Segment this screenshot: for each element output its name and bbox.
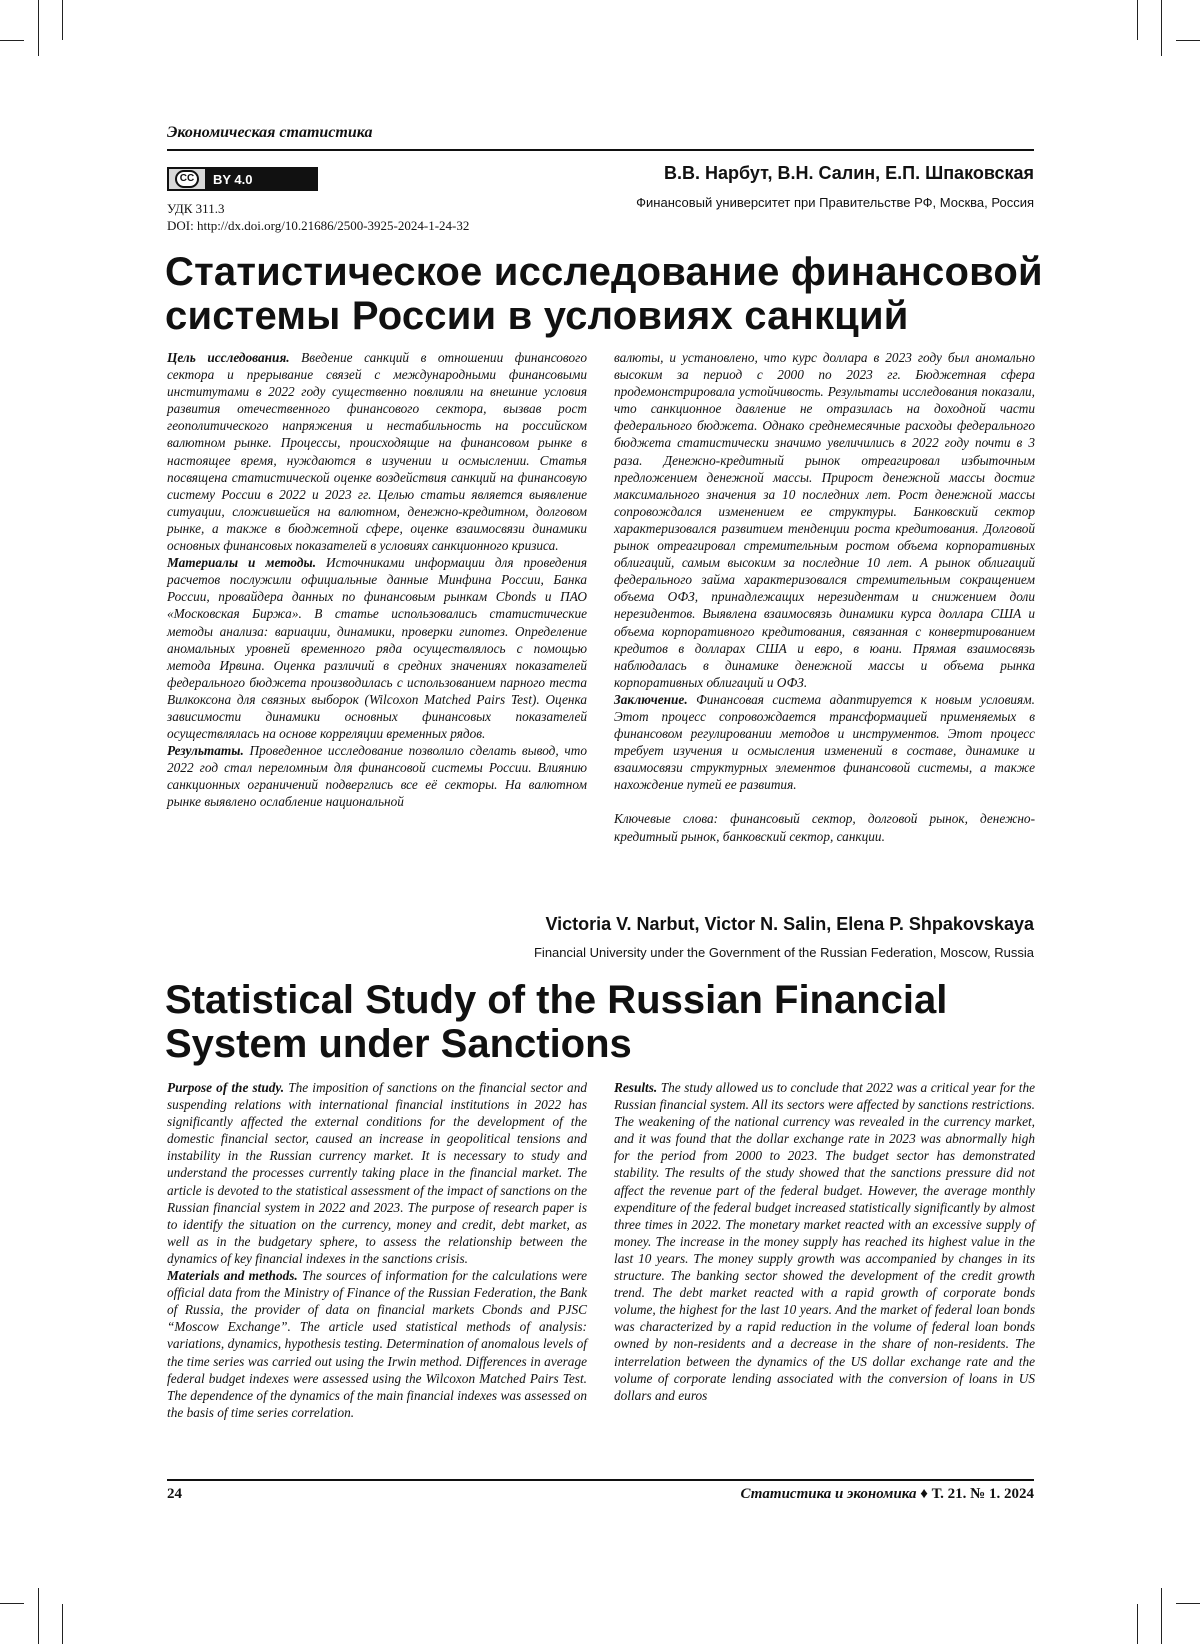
- cc-license-badge[interactable]: [167, 167, 318, 191]
- crop-mark: [1176, 1603, 1200, 1604]
- authors-en: Victoria V. Narbut, Victor N. Salin, Elena P. Shpakovskaya: [545, 914, 1034, 934]
- purpose-label-en: Purpose of the study.: [167, 1080, 285, 1095]
- methods-text-en: The sources of information for the calculations were official data from the Ministry of Finance of the Russian Federation, the Bank of Russia, the provider of data on financial markets Cbonds and PJSC “Moscow Exchange”. The article used statistical methods of analysis: variations, dynamics, hypothesis testing. Determination of anomalous levels of the time series was carried out using the Irwin method. Differences in average federal budget indexes were assessed using the Wilcoxon Matched Pairs Test. The dependence of the dynamics of the main financial indexes was assessed on the basis of time series correlation.: [167, 1268, 587, 1420]
- authors-ru: В.В. Нарбут, В.Н. Салин, Е.П. Шпаковская: [663, 163, 1034, 183]
- keywords-ru: Ключевые слова: финансовый сектор, долговой рынок, денежно-кредитный рынок, банковский сектор, санкции.: [614, 811, 1035, 844]
- title-en-line: System under Sanctions: [165, 1022, 632, 1066]
- crop-mark: [1176, 40, 1200, 41]
- results-text-ru: Проведенное исследование позволило сделать вывод, что 2022 год стал переломным для финансовой системы России. Влиянию санкционных ограничений подверглись все её секторы. На валютном рынке выявлено ослабление национальной: [167, 743, 587, 810]
- abstract-en-left: [167, 1079, 587, 1421]
- crop-mark: [0, 1603, 24, 1604]
- journal-name: Статистика и экономика: [740, 1486, 917, 1502]
- purpose-text-ru: Введение санкций в отношении финансового сектора и прерывание связей с международными финансовыми институтами в 2022 году существенно повлияли на внешние условия развития отечественного финансового сектора, вызвав рост геополитического напряжения и нестабильность на российском валютном рынке. Процессы, происходящие на финансовом рынке в настоящее время, нуждаются в изучении и осмыслении. Статья посвящена статистической оценке воздействия санкций на финансовую систему России в 2022 и 2023 гг. Целью статьи является выявление ситуации, сложившейся на валютном, денежно-кредитном, долговом рынке, а также в бюджетной сфере, оценке взаимосвязи динамики основных финансовых показателей в условиях санкционного кризиса.: [167, 350, 587, 554]
- abstract-en-right: [614, 1079, 1035, 1404]
- crop-mark: [1161, 1588, 1162, 1644]
- affiliation-en: Financial University under the Government of the Russian Federation, Moscow, Russia: [533, 945, 1034, 960]
- footer-rule: [167, 1479, 1034, 1481]
- section-title: Экономическая статистика: [167, 124, 373, 141]
- crop-mark: [1161, 0, 1162, 56]
- udk-doi-block: [167, 200, 469, 234]
- crop-mark: [1137, 1604, 1138, 1644]
- journal-volume: Т. 21. № 1. 2024: [931, 1486, 1034, 1502]
- affiliation-ru: Финансовый университет при Правительстве РФ, Москва, Россия: [636, 195, 1034, 210]
- license-label: BY 4.0: [205, 169, 316, 189]
- abstract-ru-right: [614, 349, 1035, 845]
- header-rule: [167, 149, 1034, 151]
- abstract-ru-left: [167, 349, 587, 811]
- crop-mark: [0, 40, 24, 41]
- results-label-en: Results.: [614, 1080, 658, 1095]
- results-text-en: The study allowed us to conclude that 2022 was a critical year for the Russian financial system. All its sectors were affected by sanctions restrictions. The weakening of the national currency was revealed in the currency market, and it was found that the dollar exchange rate in 2023 was abnormally high for the period from 2000 to 2023. The budget sector has demonstrated stability. The results of the study showed that the sanctions pressure did not affect the revenue part of the federal budget. However, the average monthly expenditure of the federal budget increased statistically significantly by almost three times in 2022. The monetary market reacted with an excessive supply of money. The increase in the money supply has reached its highest value in the last 10 years. The money supply growth was accompanied by changes in its structure. The banking sector showed the development of the credit growth trend. The debt market reacted with a rapid growth of corporate bonds volume, the highest for the last 10 years. And the market of federal loan bonds was characterized by a rapid reduction in the volume of federal loan bonds owned by non-residents and a decrease in the share of non-residents. The interrelation between the dynamics of the US dollar exchange rate and the volume of corporate lending associated with the conversion of loans in US dollars and euros: [614, 1080, 1036, 1403]
- conclusion-label-ru: Заключение.: [614, 691, 688, 707]
- crop-mark: [62, 0, 63, 40]
- article-title-ru: [165, 250, 1065, 338]
- purpose-label-ru: Цель исследования.: [167, 350, 290, 365]
- results-text-ru-continued: валюты, и установлено, что курс доллара в 2023 году был аномально высоким за период с 2000 по 2023 гг. Бюджетная сфера продемонстрировала устойчивость. Результаты исследования показали, что санкционное давление не отразилась на доходной части федерального бюджета. Однако среднемесячные расходы федерального бюджета статистически значимо увеличились в 2022 году почти в 3 раза. Денежно-кредитный рынок отреагировал избыточным предложением денежной массы. Прирост денежной массы достиг максимального значения за 10 последних лет. Рост денежной массы сопровождался изменением ее структуры. Банковский сектор характеризовался развитием тенденции роста кредитования. Долговой рынок отреагировал стремительным ростом объема корпоративных облигаций, самым высоким за последние 10 лет. А рынок облигаций федерального займа характеризовался стремительным сокращением объема ОФЗ, принадлежащих нерезидентам и снижением доли нерезидентов. Выявлена взаимосвязь динамики курса доллара США и объема корпоративного кредитования, связанная с конвертированием кредитов в долларах США и евро, в юани. Прямая взаимосвязь наблюдалась в динамике денежной массы и объема рынка корпоративных облигаций и ОФЗ.: [614, 350, 1035, 690]
- title-en-line: Statistical Study of the Russian Financial: [165, 978, 948, 1022]
- methods-label-en: Materials and methods.: [167, 1268, 298, 1284]
- doi-link[interactable]: DOI: http://dx.doi.org/10.21686/2500-3925-2024-1-24-32: [167, 218, 470, 233]
- results-label-ru: Результаты.: [167, 743, 244, 759]
- methods-label-ru: Материалы и методы.: [167, 555, 317, 571]
- conclusion-text-ru: Финансовая система адаптируется к новым условиям. Этот процесс сопровождается трансформацией применяемых в финансовом регулировании методов и инструментов. Этот процесс требует изучения и осмысления изменений в составе, динамике и взаимосвязи структурных элементов финансовой системы, а также нахождение путей ее развития.: [614, 691, 1035, 793]
- methods-text-ru: Источниками информации для проведения расчетов послужили официальные данные Минфина России, Банка России, провайдера данных по финансовым рынкам Cbonds и ПАО «Московская Биржа». В статье использовались статистические методы анализа: вариации, динамики, проверки гипотез. Определение аномальных уровней временного ряда осуществлялось с помощью метода Ирвина. Оценка различий в средних значениях показателей федерального бюджета производилась с использованием парного теста Вилкоксона для связных выборок (Wilcoxon Matched Pairs Test). Оценка зависимости динамики основных финансовых показателей осуществлялась на основе корреляции временных рядов.: [167, 555, 588, 742]
- creative-commons-icon: CC: [169, 169, 205, 189]
- crop-mark: [38, 0, 39, 56]
- crop-mark: [38, 1588, 39, 1644]
- page-number: 24: [167, 1486, 182, 1502]
- crop-mark: [62, 1604, 63, 1644]
- crop-mark: [1137, 0, 1138, 40]
- diamond-icon: ♦: [920, 1486, 928, 1502]
- article-title-en: [165, 978, 1065, 1066]
- title-ru-line: системы России в условиях санкций: [165, 294, 909, 338]
- udk: УДК 311.3: [167, 201, 225, 216]
- purpose-text-en: The imposition of sanctions on the financial sector and suspending relations with international financial institutions in 2022 has significantly affected the external conditions for the development of the domestic financial sector, caused an increase in geopolitical tensions and instability in the Russian currency market. It is necessary to study and understand the processes currently taking place in the financial market. The article is devoted to the statistical assessment of the impact of sanctions on the Russian financial system in 2022 and 2023. The purpose of research paper is to identify the situation on the currency, money and credit, debt market, as well as in the budgetary sphere, to assess the relationship between the dynamics of key financial indexes in the sanctions crisis.: [167, 1080, 587, 1266]
- title-ru-line: Статистическое исследование финансовой: [165, 250, 1043, 294]
- journal-reference: [741, 1486, 1034, 1503]
